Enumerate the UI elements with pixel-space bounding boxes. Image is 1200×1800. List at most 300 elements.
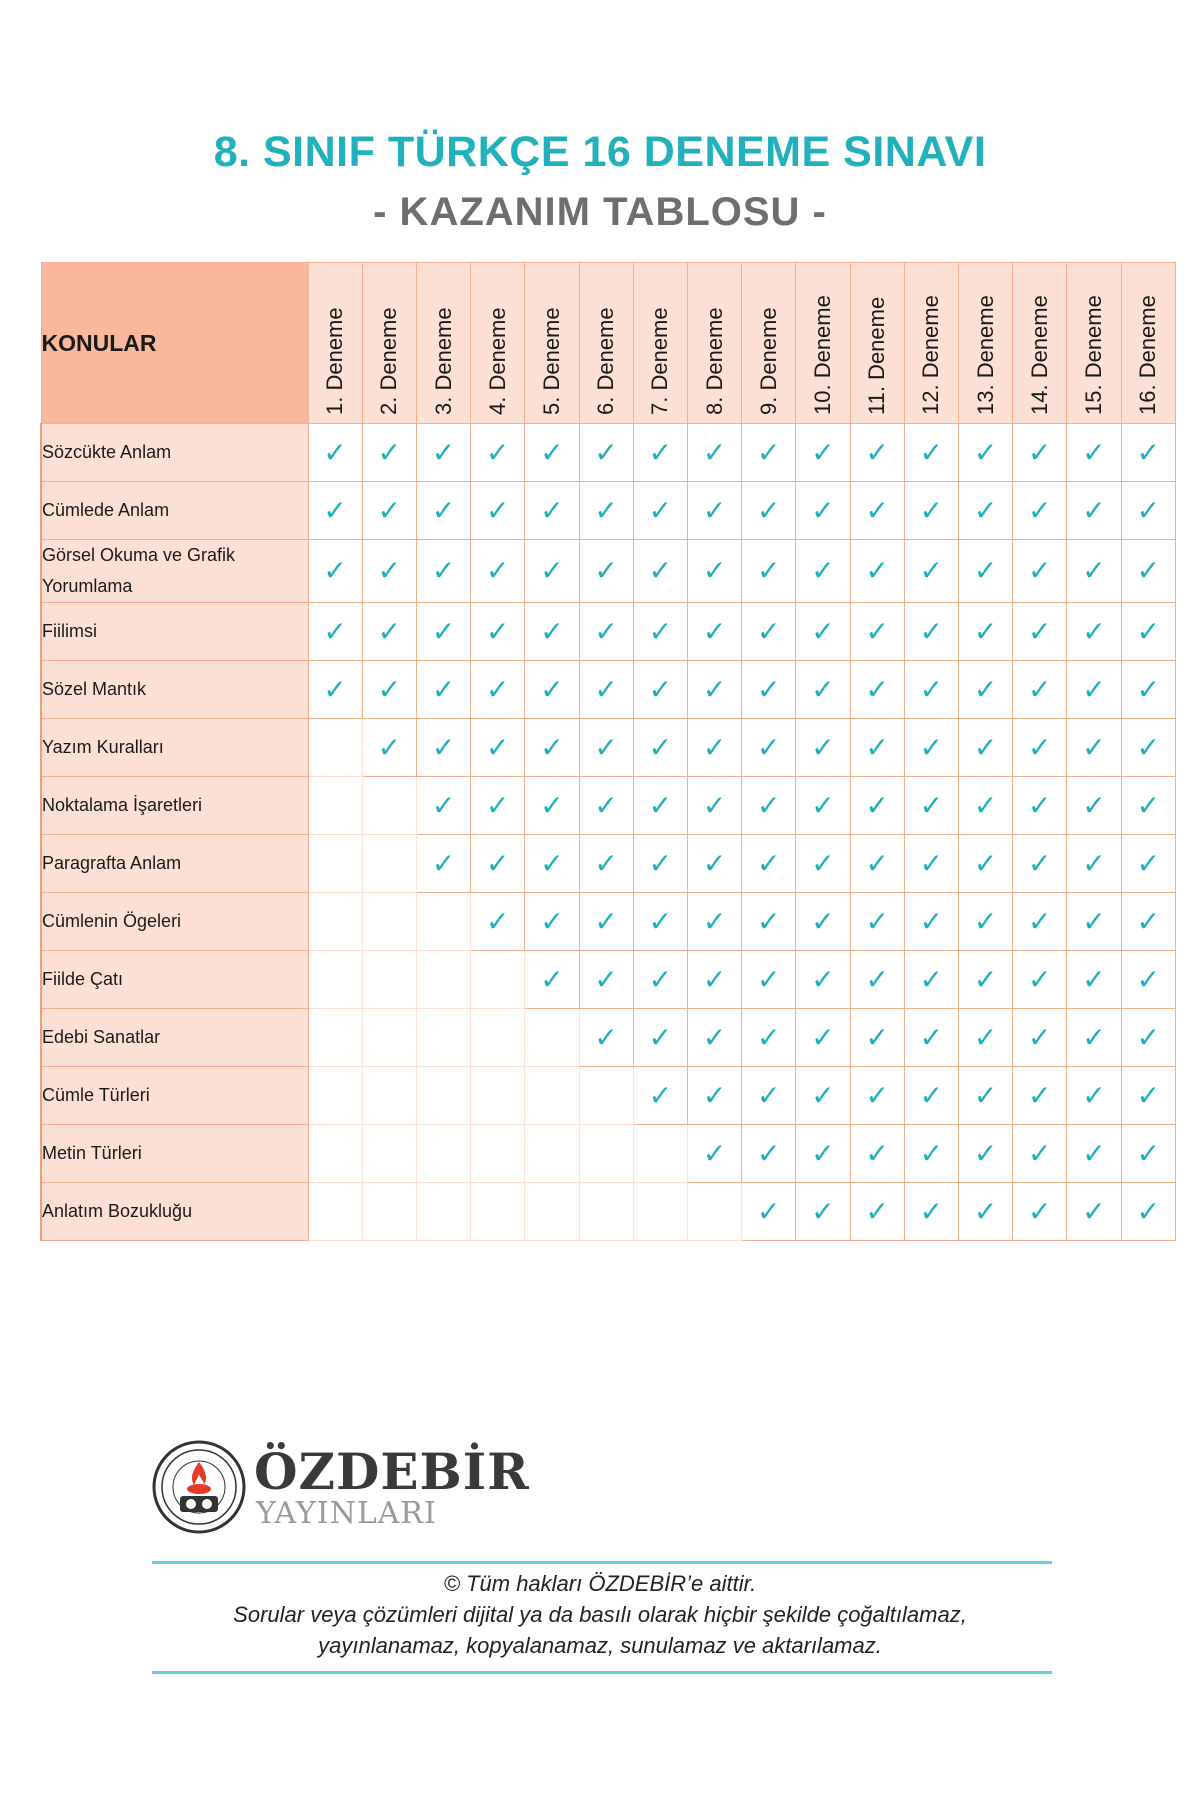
checked-cell bbox=[1067, 1183, 1121, 1241]
checkmark-icon: ✓ bbox=[594, 1021, 618, 1053]
checked-cell bbox=[687, 482, 741, 540]
table-row bbox=[41, 540, 1176, 603]
exam-column-header bbox=[1013, 263, 1067, 424]
checkmark-icon: ✓ bbox=[702, 789, 727, 821]
checkmark-icon: ✓ bbox=[1136, 673, 1161, 705]
achievement-table bbox=[40, 262, 1176, 1241]
exam-column-label: 2. Deneme bbox=[376, 307, 402, 415]
checkmark-icon: ✓ bbox=[594, 847, 618, 879]
checkmark-icon: ✓ bbox=[377, 615, 402, 647]
checkmark-icon: ✓ bbox=[323, 555, 347, 586]
checkmark-icon: ✓ bbox=[919, 1137, 944, 1169]
empty-cell bbox=[308, 719, 362, 777]
checkmark-icon: ✓ bbox=[431, 555, 456, 586]
empty-cell bbox=[362, 951, 416, 1009]
checked-cell bbox=[1121, 1183, 1175, 1241]
checked-cell bbox=[416, 424, 470, 482]
checkmark-icon: ✓ bbox=[323, 673, 347, 705]
checkmark-icon: ✓ bbox=[1028, 789, 1052, 821]
checked-cell bbox=[525, 603, 579, 661]
checked-cell bbox=[796, 835, 850, 893]
checkmark-icon: ✓ bbox=[1028, 1137, 1052, 1169]
checked-cell bbox=[850, 777, 904, 835]
checkmark-icon: ✓ bbox=[973, 847, 998, 879]
checkmark-icon: ✓ bbox=[1028, 731, 1052, 763]
exam-column-header bbox=[1121, 263, 1175, 424]
checked-cell bbox=[958, 1183, 1012, 1241]
checked-cell bbox=[742, 893, 796, 951]
exam-column-header bbox=[416, 263, 470, 424]
checked-cell bbox=[1067, 951, 1121, 1009]
checkmark-icon: ✓ bbox=[811, 1137, 835, 1169]
checkmark-icon: ✓ bbox=[811, 1195, 835, 1227]
topic-label: Metin Türleri bbox=[41, 1125, 308, 1183]
checked-cell bbox=[958, 424, 1012, 482]
exam-column-label: 7. Deneme bbox=[647, 307, 673, 415]
checkmark-icon: ✓ bbox=[1028, 1195, 1052, 1227]
page-subtitle: - KAZANIM TABLOSU - bbox=[373, 190, 827, 234]
checkmark-icon: ✓ bbox=[648, 615, 673, 647]
exam-column-label: 14. Deneme bbox=[1026, 295, 1052, 415]
exam-column-header bbox=[958, 263, 1012, 424]
empty-cell bbox=[362, 1009, 416, 1067]
checked-cell bbox=[958, 1125, 1012, 1183]
checkmark-icon: ✓ bbox=[648, 1021, 673, 1053]
checked-cell bbox=[687, 603, 741, 661]
checked-cell bbox=[1013, 482, 1067, 540]
checked-cell bbox=[687, 777, 741, 835]
checkmark-icon: ✓ bbox=[919, 963, 944, 995]
checkmark-icon: ✓ bbox=[486, 555, 510, 586]
checkmark-icon: ✓ bbox=[811, 1021, 835, 1053]
checked-cell bbox=[687, 1067, 741, 1125]
checkmark-icon: ✓ bbox=[648, 789, 673, 821]
checked-cell bbox=[1013, 719, 1067, 777]
checked-cell bbox=[1121, 893, 1175, 951]
checked-cell bbox=[958, 1067, 1012, 1125]
checked-cell bbox=[471, 893, 525, 951]
checkmark-icon: ✓ bbox=[757, 436, 781, 468]
checkmark-icon: ✓ bbox=[377, 731, 402, 763]
checked-cell bbox=[742, 777, 796, 835]
checked-cell bbox=[579, 893, 633, 951]
checkmark-icon: ✓ bbox=[757, 673, 781, 705]
checked-cell bbox=[742, 835, 796, 893]
checkmark-icon: ✓ bbox=[1028, 555, 1052, 586]
exam-column-label: 11. Deneme bbox=[864, 296, 890, 415]
checkmark-icon: ✓ bbox=[1082, 963, 1106, 995]
checkmark-icon: ✓ bbox=[973, 1021, 998, 1053]
empty-cell bbox=[362, 777, 416, 835]
checked-cell bbox=[525, 424, 579, 482]
checked-cell bbox=[579, 540, 633, 603]
exam-column-header bbox=[308, 263, 362, 424]
checkmark-icon: ✓ bbox=[1136, 1021, 1161, 1053]
topic-label: Paragrafta Anlam bbox=[41, 835, 308, 893]
checkmark-icon: ✓ bbox=[1082, 731, 1106, 763]
checkmark-icon: ✓ bbox=[431, 847, 456, 879]
checkmark-icon: ✓ bbox=[1136, 615, 1161, 647]
checkmark-icon: ✓ bbox=[919, 905, 944, 937]
topics-column-header: KONULAR bbox=[41, 263, 308, 424]
checked-cell bbox=[1121, 661, 1175, 719]
checked-cell bbox=[579, 719, 633, 777]
table-row bbox=[41, 1009, 1176, 1067]
publisher-emblem-icon bbox=[152, 1440, 246, 1534]
empty-cell bbox=[579, 1067, 633, 1125]
empty-cell bbox=[308, 1009, 362, 1067]
checked-cell bbox=[308, 424, 362, 482]
checkmark-icon: ✓ bbox=[865, 1137, 889, 1169]
checked-cell bbox=[633, 603, 687, 661]
checkmark-icon: ✓ bbox=[1028, 963, 1052, 995]
checkmark-icon: ✓ bbox=[973, 555, 998, 586]
checkmark-icon: ✓ bbox=[540, 436, 564, 468]
checkmark-icon: ✓ bbox=[486, 673, 510, 705]
checkmark-icon: ✓ bbox=[431, 436, 456, 468]
checkmark-icon: ✓ bbox=[865, 1195, 889, 1227]
checkmark-icon: ✓ bbox=[648, 847, 673, 879]
checked-cell bbox=[471, 424, 525, 482]
exam-column-label: 5. Deneme bbox=[538, 307, 564, 415]
checkmark-icon: ✓ bbox=[865, 1079, 889, 1111]
checked-cell bbox=[362, 661, 416, 719]
checked-cell bbox=[904, 1125, 958, 1183]
checked-cell bbox=[850, 893, 904, 951]
topic-label: Sözcükte Anlam bbox=[41, 424, 308, 482]
checked-cell bbox=[850, 540, 904, 603]
table-header-row bbox=[41, 263, 1176, 424]
checkmark-icon: ✓ bbox=[811, 963, 835, 995]
empty-cell bbox=[308, 1125, 362, 1183]
checkmark-icon: ✓ bbox=[540, 905, 564, 937]
checkmark-icon: ✓ bbox=[1136, 905, 1161, 937]
checkmark-icon: ✓ bbox=[648, 731, 673, 763]
checkmark-icon: ✓ bbox=[919, 731, 944, 763]
checked-cell bbox=[471, 482, 525, 540]
checked-cell bbox=[1067, 482, 1121, 540]
checkmark-icon: ✓ bbox=[594, 963, 618, 995]
checked-cell bbox=[1121, 719, 1175, 777]
topic-label: Görsel Okuma ve Grafik Yorumlama bbox=[41, 540, 308, 603]
checked-cell bbox=[850, 835, 904, 893]
empty-cell bbox=[362, 1125, 416, 1183]
checked-cell bbox=[796, 1067, 850, 1125]
checked-cell bbox=[687, 661, 741, 719]
exam-column-label: 8. Deneme bbox=[701, 307, 727, 415]
checkmark-icon: ✓ bbox=[1082, 847, 1106, 879]
checkmark-icon: ✓ bbox=[486, 847, 510, 879]
checkmark-icon: ✓ bbox=[811, 789, 835, 821]
topic-label: Edebi Sanatlar bbox=[41, 1009, 308, 1067]
checkmark-icon: ✓ bbox=[1082, 905, 1106, 937]
checkmark-icon: ✓ bbox=[811, 615, 835, 647]
checkmark-icon: ✓ bbox=[540, 494, 564, 526]
checked-cell bbox=[850, 719, 904, 777]
checked-cell bbox=[904, 1067, 958, 1125]
exam-column-header bbox=[579, 263, 633, 424]
checked-cell bbox=[687, 719, 741, 777]
topic-label: Anlatım Bozukluğu bbox=[41, 1183, 308, 1241]
exam-column-header bbox=[1067, 263, 1121, 424]
checked-cell bbox=[904, 1183, 958, 1241]
exam-column-label: 9. Deneme bbox=[755, 307, 781, 415]
checked-cell bbox=[416, 835, 470, 893]
brand-subname: YAYINLARI bbox=[256, 1496, 437, 1531]
table-row bbox=[41, 835, 1176, 893]
table-row bbox=[41, 893, 1176, 951]
empty-cell bbox=[308, 777, 362, 835]
exam-column-label: 6. Deneme bbox=[593, 307, 619, 415]
checkmark-icon: ✓ bbox=[919, 1021, 944, 1053]
checkmark-icon: ✓ bbox=[757, 789, 781, 821]
checkmark-icon: ✓ bbox=[1082, 673, 1106, 705]
checked-cell bbox=[850, 424, 904, 482]
checkmark-icon: ✓ bbox=[811, 1079, 835, 1111]
checkmark-icon: ✓ bbox=[648, 436, 673, 468]
checked-cell bbox=[904, 424, 958, 482]
checkmark-icon: ✓ bbox=[757, 1195, 781, 1227]
checked-cell bbox=[796, 424, 850, 482]
checked-cell bbox=[633, 1067, 687, 1125]
checkmark-icon: ✓ bbox=[973, 1195, 998, 1227]
checked-cell bbox=[308, 540, 362, 603]
copyright-notice-line-2: Sorular veya çözümleri dijital ya da basılı olarak hiçbir şekilde çoğaltılamaz, bbox=[233, 1602, 967, 1627]
topic-label: Cümlede Anlam bbox=[41, 482, 308, 540]
checkmark-icon: ✓ bbox=[757, 615, 781, 647]
checked-cell bbox=[1121, 951, 1175, 1009]
checkmark-icon: ✓ bbox=[648, 1079, 673, 1111]
checked-cell bbox=[1013, 1067, 1067, 1125]
checked-cell bbox=[958, 482, 1012, 540]
checkmark-icon: ✓ bbox=[811, 436, 835, 468]
empty-cell bbox=[416, 1183, 470, 1241]
checkmark-icon: ✓ bbox=[486, 615, 510, 647]
checkmark-icon: ✓ bbox=[648, 494, 673, 526]
checked-cell bbox=[525, 893, 579, 951]
checkmark-icon: ✓ bbox=[919, 789, 944, 821]
checked-cell bbox=[904, 661, 958, 719]
checkmark-icon: ✓ bbox=[1082, 494, 1106, 526]
checked-cell bbox=[633, 719, 687, 777]
checked-cell bbox=[1067, 1009, 1121, 1067]
empty-cell bbox=[416, 951, 470, 1009]
checkmark-icon: ✓ bbox=[1028, 905, 1052, 937]
checked-cell bbox=[850, 951, 904, 1009]
checkmark-icon: ✓ bbox=[865, 673, 889, 705]
checkmark-icon: ✓ bbox=[648, 905, 673, 937]
checked-cell bbox=[579, 482, 633, 540]
checked-cell bbox=[416, 777, 470, 835]
exam-column-label: 15. Deneme bbox=[1080, 295, 1106, 415]
exam-column-label: 13. Deneme bbox=[972, 295, 998, 415]
checkmark-icon: ✓ bbox=[1082, 1021, 1106, 1053]
empty-cell bbox=[416, 1009, 470, 1067]
checked-cell bbox=[633, 893, 687, 951]
checked-cell bbox=[1067, 1125, 1121, 1183]
checked-cell bbox=[1067, 603, 1121, 661]
topic-label: Cümlenin Ögeleri bbox=[41, 893, 308, 951]
checked-cell bbox=[850, 603, 904, 661]
checked-cell bbox=[1013, 893, 1067, 951]
checked-cell bbox=[525, 777, 579, 835]
checkmark-icon: ✓ bbox=[702, 673, 727, 705]
checked-cell bbox=[633, 777, 687, 835]
checkmark-icon: ✓ bbox=[540, 847, 564, 879]
checkmark-icon: ✓ bbox=[973, 731, 998, 763]
checked-cell bbox=[904, 719, 958, 777]
empty-cell bbox=[416, 893, 470, 951]
table-body bbox=[41, 424, 1176, 1241]
checked-cell bbox=[850, 1125, 904, 1183]
empty-cell bbox=[416, 1125, 470, 1183]
checkmark-icon: ✓ bbox=[1136, 494, 1161, 526]
checked-cell bbox=[471, 835, 525, 893]
checked-cell bbox=[633, 424, 687, 482]
checked-cell bbox=[1067, 777, 1121, 835]
checkmark-icon: ✓ bbox=[702, 436, 727, 468]
checkmark-icon: ✓ bbox=[919, 436, 944, 468]
empty-cell bbox=[471, 951, 525, 1009]
checked-cell bbox=[796, 540, 850, 603]
checkmark-icon: ✓ bbox=[865, 847, 889, 879]
checkmark-icon: ✓ bbox=[594, 905, 618, 937]
checked-cell bbox=[904, 482, 958, 540]
checked-cell bbox=[904, 777, 958, 835]
checked-cell bbox=[362, 719, 416, 777]
checkmark-icon: ✓ bbox=[1136, 1079, 1161, 1111]
checked-cell bbox=[904, 540, 958, 603]
checked-cell bbox=[958, 603, 1012, 661]
checkmark-icon: ✓ bbox=[594, 436, 618, 468]
checked-cell bbox=[416, 482, 470, 540]
checkmark-icon: ✓ bbox=[486, 494, 510, 526]
checkmark-icon: ✓ bbox=[1028, 847, 1052, 879]
checkmark-icon: ✓ bbox=[702, 1137, 727, 1169]
checkmark-icon: ✓ bbox=[919, 555, 944, 586]
empty-cell bbox=[308, 893, 362, 951]
checked-cell bbox=[904, 951, 958, 1009]
checkmark-icon: ✓ bbox=[1028, 494, 1052, 526]
checked-cell bbox=[958, 540, 1012, 603]
empty-cell bbox=[362, 893, 416, 951]
checkmark-icon: ✓ bbox=[1028, 1021, 1052, 1053]
checked-cell bbox=[742, 1067, 796, 1125]
exam-column-header bbox=[850, 263, 904, 424]
checkmark-icon: ✓ bbox=[919, 1195, 944, 1227]
checkmark-icon: ✓ bbox=[1082, 1195, 1106, 1227]
checkmark-icon: ✓ bbox=[757, 1079, 781, 1111]
exam-column-header bbox=[687, 263, 741, 424]
exam-column-header bbox=[362, 263, 416, 424]
checked-cell bbox=[1067, 661, 1121, 719]
checkmark-icon: ✓ bbox=[919, 494, 944, 526]
checkmark-icon: ✓ bbox=[811, 555, 835, 586]
checkmark-icon: ✓ bbox=[540, 673, 564, 705]
checked-cell bbox=[1067, 893, 1121, 951]
checkmark-icon: ✓ bbox=[865, 615, 889, 647]
checkmark-icon: ✓ bbox=[431, 789, 456, 821]
checked-cell bbox=[1067, 719, 1121, 777]
checked-cell bbox=[1121, 603, 1175, 661]
empty-cell bbox=[633, 1183, 687, 1241]
checked-cell bbox=[525, 951, 579, 1009]
checkmark-icon: ✓ bbox=[865, 963, 889, 995]
checkmark-icon: ✓ bbox=[757, 555, 781, 586]
empty-cell bbox=[633, 1125, 687, 1183]
checkmark-icon: ✓ bbox=[702, 731, 727, 763]
exam-column-label: 3. Deneme bbox=[430, 307, 456, 415]
checked-cell bbox=[958, 1009, 1012, 1067]
exam-column-header bbox=[904, 263, 958, 424]
table-row bbox=[41, 482, 1176, 540]
publisher-logo bbox=[152, 1440, 530, 1540]
empty-cell bbox=[416, 1067, 470, 1125]
exam-column-label: 12. Deneme bbox=[918, 295, 944, 415]
checkmark-icon: ✓ bbox=[757, 1021, 781, 1053]
checked-cell bbox=[742, 1125, 796, 1183]
checked-cell bbox=[742, 951, 796, 1009]
checkmark-icon: ✓ bbox=[702, 847, 727, 879]
checked-cell bbox=[958, 835, 1012, 893]
checked-cell bbox=[958, 661, 1012, 719]
checked-cell bbox=[958, 893, 1012, 951]
checked-cell bbox=[1013, 835, 1067, 893]
checked-cell bbox=[796, 777, 850, 835]
checked-cell bbox=[742, 424, 796, 482]
checked-cell bbox=[1121, 482, 1175, 540]
checkmark-icon: ✓ bbox=[1028, 615, 1052, 647]
checkmark-icon: ✓ bbox=[811, 905, 835, 937]
checked-cell bbox=[579, 424, 633, 482]
checkmark-icon: ✓ bbox=[919, 1079, 944, 1111]
checked-cell bbox=[796, 1183, 850, 1241]
checked-cell bbox=[1013, 424, 1067, 482]
empty-cell bbox=[471, 1125, 525, 1183]
checkmark-icon: ✓ bbox=[594, 673, 618, 705]
checkmark-icon: ✓ bbox=[919, 615, 944, 647]
checkmark-icon: ✓ bbox=[1082, 789, 1106, 821]
empty-cell bbox=[308, 1183, 362, 1241]
checkmark-icon: ✓ bbox=[757, 963, 781, 995]
table-row bbox=[41, 777, 1176, 835]
checked-cell bbox=[1121, 1125, 1175, 1183]
checkmark-icon: ✓ bbox=[811, 847, 835, 879]
checkmark-icon: ✓ bbox=[757, 905, 781, 937]
checked-cell bbox=[308, 482, 362, 540]
empty-cell bbox=[525, 1067, 579, 1125]
checkmark-icon: ✓ bbox=[973, 963, 998, 995]
checkmark-icon: ✓ bbox=[1136, 1195, 1161, 1227]
checked-cell bbox=[796, 603, 850, 661]
checked-cell bbox=[579, 835, 633, 893]
checkmark-icon: ✓ bbox=[486, 436, 510, 468]
checkmark-icon: ✓ bbox=[486, 905, 510, 937]
checked-cell bbox=[796, 1009, 850, 1067]
checked-cell bbox=[742, 719, 796, 777]
checkmark-icon: ✓ bbox=[757, 731, 781, 763]
empty-cell bbox=[362, 835, 416, 893]
checked-cell bbox=[308, 603, 362, 661]
checkmark-icon: ✓ bbox=[431, 731, 456, 763]
checkmark-icon: ✓ bbox=[377, 494, 402, 526]
checked-cell bbox=[525, 661, 579, 719]
checked-cell bbox=[471, 540, 525, 603]
checked-cell bbox=[1013, 951, 1067, 1009]
checked-cell bbox=[633, 835, 687, 893]
checkmark-icon: ✓ bbox=[648, 673, 673, 705]
checked-cell bbox=[687, 1009, 741, 1067]
